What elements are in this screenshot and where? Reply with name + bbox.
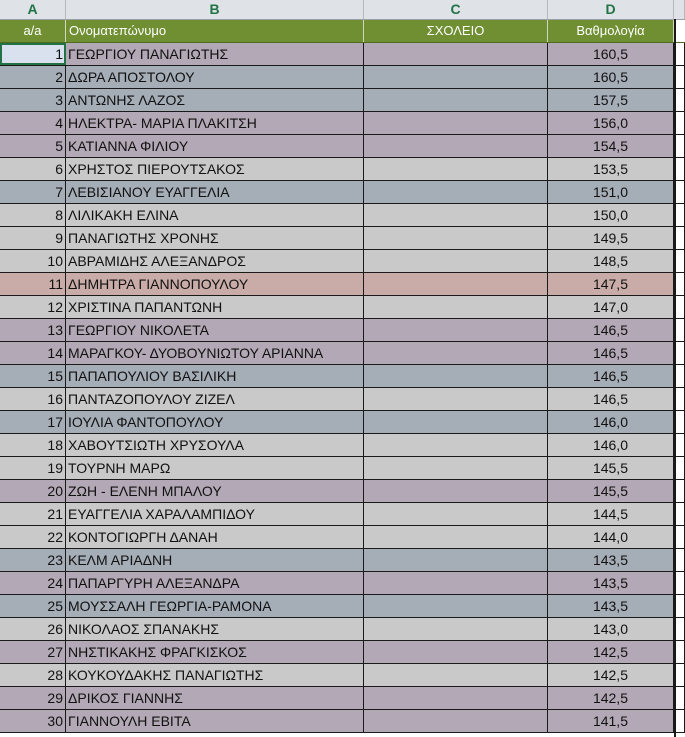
cell-school[interactable]: [364, 503, 548, 525]
table-row: [0, 503, 685, 526]
cell-grade[interactable]: 147,0: [548, 296, 674, 318]
cell-row-number[interactable]: 20: [0, 480, 66, 502]
cell-school[interactable]: [364, 181, 548, 203]
cell-name[interactable]: ΠΑΝΑΓΙΩΤΗΣ ΧΡΟΝΗΣ: [66, 227, 364, 249]
cell-name[interactable]: ΧΑΒΟΥΤΣΙΩΤΗ ΧΡΥΣΟΥΛΑ: [66, 434, 364, 456]
cell-row-number[interactable]: 24: [0, 572, 66, 594]
header-cell-aa[interactable]: a/a: [0, 20, 66, 42]
cell-grade[interactable]: 141,5: [548, 710, 674, 732]
table-row: [0, 158, 685, 181]
cell-row-number[interactable]: 23: [0, 549, 66, 571]
cell-school[interactable]: [364, 227, 548, 249]
table-row: [0, 66, 685, 89]
table-row: [0, 296, 685, 319]
cell-school[interactable]: [364, 66, 548, 88]
cell-name[interactable]: ΛΕΒΙΣΙΑΝΟΥ ΕΥΑΓΓΕΛΙΑ: [66, 181, 364, 203]
cell-name[interactable]: ΚΟΝΤΟΓΙΩΡΓΗ ΔΑΝΑΗ: [66, 526, 364, 548]
cell-grade[interactable]: 146,5: [548, 342, 674, 364]
cell-name[interactable]: ΚΕΛΜ ΑΡΙΑΔΝΗ: [66, 549, 364, 571]
cell-grade[interactable]: 150,0: [548, 204, 674, 226]
cell-name[interactable]: ΚΟΥΚΟΥΔΑΚΗΣ ΠΑΝΑΓΙΩΤΗΣ: [66, 664, 364, 686]
cell-row-number[interactable]: 3: [0, 89, 66, 111]
table-row: [0, 319, 685, 342]
cell-name[interactable]: ΔΗΜΗΤΡΑ ΓΙΑΝΝΟΠΟΥΛΟΥ: [66, 273, 364, 295]
cell-school[interactable]: [364, 595, 548, 617]
cell-name[interactable]: ΑΒΡΑΜΙΔΗΣ ΑΛΕΞΑΝΔΡΟΣ: [66, 250, 364, 272]
table-row: [0, 526, 685, 549]
cell-school[interactable]: [364, 641, 548, 663]
table-row: [0, 365, 685, 388]
column-header-e[interactable]: [674, 0, 685, 19]
cell-school[interactable]: [364, 618, 548, 640]
cell-school[interactable]: [364, 434, 548, 456]
cell-grade[interactable]: 153,5: [548, 158, 674, 180]
cell-school[interactable]: [364, 319, 548, 341]
cell-row-number[interactable]: 2: [0, 66, 66, 88]
cell-name[interactable]: ΚΑΤΙΑΝΝΑ ΦΙΛΙΟΥ: [66, 135, 364, 157]
cell-row-number[interactable]: 21: [0, 503, 66, 525]
column-header-d[interactable]: D: [548, 0, 674, 19]
table-row: [0, 687, 685, 710]
cell-row-number[interactable]: 28: [0, 664, 66, 686]
cell-name[interactable]: ΠΑΠΑΡΓΥΡΗ ΑΛΕΞΑΝΔΡΑ: [66, 572, 364, 594]
cell-row-number[interactable]: 6: [0, 158, 66, 180]
header-cell-school[interactable]: ΣΧΟΛΕΙΟ: [364, 20, 548, 42]
cell-row-number[interactable]: 4: [0, 112, 66, 134]
column-header-c[interactable]: C: [364, 0, 548, 19]
table-row: [0, 480, 685, 503]
cell-grade[interactable]: 149,5: [548, 227, 674, 249]
cell-name[interactable]: ΑΝΤΩΝΗΣ ΛΑΖΟΣ: [66, 89, 364, 111]
cell-grade[interactable]: 144,0: [548, 526, 674, 548]
cell-row-number[interactable]: 14: [0, 342, 66, 364]
cell-grade[interactable]: 142,5: [548, 687, 674, 709]
cell-name[interactable]: ΔΩΡΑ ΑΠΟΣΤΟΛΟΥ: [66, 66, 364, 88]
cell-row-number[interactable]: 12: [0, 296, 66, 318]
cell-grade[interactable]: 156,0: [548, 112, 674, 134]
table-row: [0, 204, 685, 227]
table-row: [0, 227, 685, 250]
cell-school[interactable]: [364, 388, 548, 410]
cell-name[interactable]: ΓΕΩΡΓΙΟΥ ΝΙΚΟΛΕΤΑ: [66, 319, 364, 341]
cell-row-number[interactable]: 17: [0, 411, 66, 433]
cell-row-number[interactable]: 27: [0, 641, 66, 663]
cell-row-number[interactable]: 25: [0, 595, 66, 617]
cell-row-number[interactable]: 18: [0, 434, 66, 456]
cell-name[interactable]: ΗΛΕΚΤΡΑ- ΜΑΡΙΑ ΠΛΑΚΙΤΣΗ: [66, 112, 364, 134]
cell-school[interactable]: [364, 411, 548, 433]
cell-row-number[interactable]: 13: [0, 319, 66, 341]
cell-school[interactable]: [364, 135, 548, 157]
cell-row-number[interactable]: 30: [0, 710, 66, 732]
cell-school[interactable]: [364, 549, 548, 571]
cell-name[interactable]: ΧΡΗΣΤΟΣ ΠΙΕΡΟΥΤΣΑΚΟΣ: [66, 158, 364, 180]
cell-row-number[interactable]: 19: [0, 457, 66, 479]
cell-name[interactable]: ΧΡΙΣΤΙΝΑ ΠΑΠΑΝΤΩΝΗ: [66, 296, 364, 318]
table-row: [0, 273, 685, 296]
cell-grade[interactable]: 143,0: [548, 618, 674, 640]
cell-name[interactable]: ΤΟΥΡΝΗ ΜΑΡΩ: [66, 457, 364, 479]
table-row: [0, 641, 685, 664]
cell-school[interactable]: [364, 710, 548, 732]
cell-grade[interactable]: 142,5: [548, 641, 674, 663]
cell-row-number[interactable]: 29: [0, 687, 66, 709]
table-row: [0, 250, 685, 273]
table-row: [0, 135, 685, 158]
table-row: [0, 457, 685, 480]
cell-grade[interactable]: 144,5: [548, 503, 674, 525]
cell-row-number[interactable]: 10: [0, 250, 66, 272]
cell-grade[interactable]: 147,5: [548, 273, 674, 295]
table-row: [0, 595, 685, 618]
cell-grade[interactable]: 146,0: [548, 411, 674, 433]
cell-name[interactable]: ΠΑΠΑΠΟΥΛΙΟΥ ΒΑΣΙΛΙΚΗ: [66, 365, 364, 387]
cell-name[interactable]: ΝΙΚΟΛΑΟΣ ΣΠΑΝΑΚΗΣ: [66, 618, 364, 640]
cell-name[interactable]: ΜΑΡΑΓΚΟΥ- ΔΥΟΒΟΥΝΙΩΤΟΥ ΑΡΙΑΝΝΑ: [66, 342, 364, 364]
cell-school[interactable]: [364, 572, 548, 594]
cell-grade[interactable]: 145,5: [548, 480, 674, 502]
table-right-border: [674, 19, 676, 737]
table-row: [0, 181, 685, 204]
cell-school[interactable]: [364, 365, 548, 387]
cell-name[interactable]: ΙΟΥΛΙΑ ΦΑΝΤΟΠΟΥΛΟΥ: [66, 411, 364, 433]
cell-grade[interactable]: 146,5: [548, 388, 674, 410]
table-header-row: [0, 20, 685, 43]
cell-school[interactable]: [364, 112, 548, 134]
cell-grade[interactable]: 145,5: [548, 457, 674, 479]
cell-row-number[interactable]: 11: [0, 273, 66, 295]
table-row: [0, 388, 685, 411]
cell-name[interactable]: ΔΡΙΚΟΣ ΓΙΑΝΝΗΣ: [66, 687, 364, 709]
cell-school[interactable]: [364, 526, 548, 548]
table-row: [0, 549, 685, 572]
cell-school[interactable]: [364, 43, 548, 65]
cell-row-number[interactable]: 1: [0, 43, 66, 65]
cell-name[interactable]: ΠΑΝΤΑΖΟΠΟΥΛΟΥ ΖΙΖΕΛ: [66, 388, 364, 410]
table-row: [0, 664, 685, 687]
column-header-a[interactable]: A: [0, 0, 66, 19]
cell-grade[interactable]: 142,5: [548, 664, 674, 686]
cell-row-number[interactable]: 5: [0, 135, 66, 157]
cell-grade[interactable]: 143,5: [548, 549, 674, 571]
cell-name[interactable]: ΕΥΑΓΓΕΛΙΑ ΧΑΡΑΛΑΜΠΙΔΟΥ: [66, 503, 364, 525]
cell-row-number[interactable]: 22: [0, 526, 66, 548]
cell-school[interactable]: [364, 273, 548, 295]
cell-grade[interactable]: 160,5: [548, 43, 674, 65]
cell-grade[interactable]: 160,5: [548, 66, 674, 88]
cell-school[interactable]: [364, 457, 548, 479]
column-header-b[interactable]: B: [66, 0, 364, 19]
table-body: [0, 43, 685, 733]
table-row: [0, 342, 685, 365]
table-row: [0, 89, 685, 112]
cell-school[interactable]: [364, 250, 548, 272]
cell-row-number[interactable]: 16: [0, 388, 66, 410]
cell-school[interactable]: [364, 89, 548, 111]
cell-row-number[interactable]: 26: [0, 618, 66, 640]
cell-row-number[interactable]: 8: [0, 204, 66, 226]
cell-grade[interactable]: 154,5: [548, 135, 674, 157]
cell-row-number[interactable]: 15: [0, 365, 66, 387]
cell-grade[interactable]: 151,0: [548, 181, 674, 203]
header-cell-name[interactable]: Ονοματεπώνυμο: [66, 20, 364, 42]
cell-name[interactable]: ΖΩΗ - ΕΛΕΝΗ ΜΠΑΛΟΥ: [66, 480, 364, 502]
cell-school[interactable]: [364, 480, 548, 502]
cell-grade[interactable]: 157,5: [548, 89, 674, 111]
cell-school[interactable]: [364, 664, 548, 686]
table-row: [0, 112, 685, 135]
table-row: [0, 618, 685, 641]
cell-school[interactable]: [364, 687, 548, 709]
cell-grade[interactable]: 148,5: [548, 250, 674, 272]
cell-grade[interactable]: 143,5: [548, 572, 674, 594]
header-cell-grade[interactable]: Βαθμολογία: [548, 20, 674, 42]
cell-name[interactable]: ΓΙΑΝΝΟΥΛΗ ΕΒΙΤΑ: [66, 710, 364, 732]
cell-grade[interactable]: 146,0: [548, 434, 674, 456]
cell-name[interactable]: ΜΟΥΣΣΑΛΗ ΓΕΩΡΓΙΑ-ΡΑΜΟΝΑ: [66, 595, 364, 617]
cell-school[interactable]: [364, 204, 548, 226]
column-headers: [0, 0, 685, 20]
cell-name[interactable]: ΓΕΩΡΓΙΟΥ ΠΑΝΑΓΙΩΤΗΣ: [66, 43, 364, 65]
table-row: [0, 434, 685, 457]
cell-grade[interactable]: 146,5: [548, 365, 674, 387]
cell-name[interactable]: ΛΙΛΙΚΑΚΗ ΕΛΙΝΑ: [66, 204, 364, 226]
cell-grade[interactable]: 146,5: [548, 319, 674, 341]
cell-school[interactable]: [364, 342, 548, 364]
cell-row-number[interactable]: 7: [0, 181, 66, 203]
cell-school[interactable]: [364, 296, 548, 318]
table-row: [0, 710, 685, 733]
cell-school[interactable]: [364, 158, 548, 180]
cell-grade[interactable]: 143,5: [548, 595, 674, 617]
cell-name[interactable]: ΝΗΣΤΙΚΑΚΗΣ ΦΡΑΓΚΙΣΚΟΣ: [66, 641, 364, 663]
table-row: [0, 43, 685, 66]
cell-row-number[interactable]: 9: [0, 227, 66, 249]
table-row: [0, 572, 685, 595]
table-row: [0, 411, 685, 434]
